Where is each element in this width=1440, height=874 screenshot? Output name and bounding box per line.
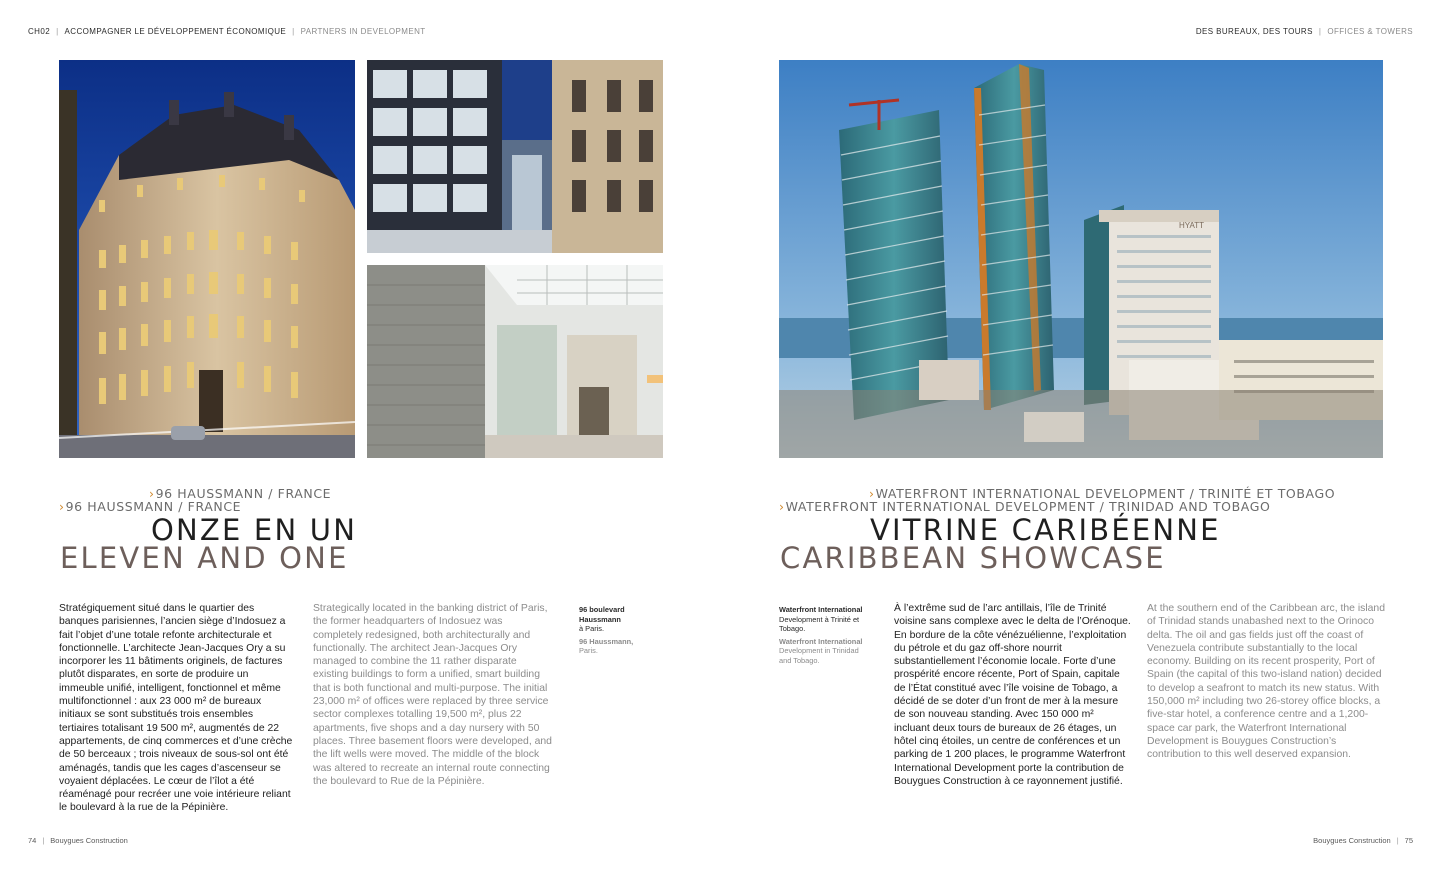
- arrow-icon: ›: [869, 486, 875, 501]
- chapter-subtitle: PARTNERS IN DEVELOPMENT: [300, 27, 426, 36]
- hyatt-sign: HYATT: [1179, 221, 1205, 230]
- location-en-right: ›WATERFRONT INTERNATIONAL DEVELOPMENT / TRINIDAD AND TOBAGO: [779, 499, 1271, 514]
- title-fr-left: ONZE EN UN: [151, 513, 358, 547]
- section-title: DES BUREAUX, DES TOURS: [1195, 27, 1313, 36]
- footer-left: 74 | Bouygues Construction: [28, 836, 128, 845]
- page-number-right: 75: [1404, 836, 1413, 845]
- location-fr-right: ›WATERFRONT INTERNATIONAL DEVELOPMENT / TRINITÉ ET TOBAGO: [869, 486, 1336, 501]
- chapter-code: CH02: [28, 27, 51, 36]
- photo-waterfront-towers: [779, 60, 1383, 458]
- page-number-left: 74: [28, 836, 37, 845]
- location-en-left: ›96 HAUSSMANN / FRANCE: [59, 499, 242, 514]
- section-subtitle: OFFICES & TOWERS: [1327, 27, 1413, 36]
- arrow-icon: ›: [149, 486, 155, 501]
- arrow-icon: ›: [779, 499, 785, 514]
- title-en-right: CARIBBEAN SHOWCASE: [780, 541, 1166, 575]
- body-en-right: At the southern end of the Caribbean arc, the island of Trinidad stands unabashed next to the Orinoco delta. The oil and gas fields just off the coast of Venezuela contribute substantially to the local economy. Building on its recent prosperity, Port of Spain (the capital of this two-island nation) decided to develop a seafront to match its new status. With 150,000 m² including two 26-storey office blocks, a five-star hotel, a conference centre and a 1,200-space car park, the Waterfront International Development is Bouygues Construction’s contribution to this well deserved expansion.: [1147, 603, 1385, 761]
- body-fr-right: À l’extrême sud de l’arc antillais, l’île de Trinité voisine sans complexe avec le delta de l’Orénoque. En bordure de la côte vénézuélienne, l’exploitation du pétrole et du gaz off-shore nourrit substantiellement l’économie locale. Forte d’une prospérité encore récente, Port of Spain, capitale de l’État constitué avec l’île voisine de Tobago, a décidé de se doter d’un front de mer à la mesure de son nouveau standing. Avec 150 000 m² incluant deux tours de bureaux de 26 étages, un hôtel cinq étoiles, un centre de conférences et un parking de 1 200 places, le programme Waterfront International Development porte la contribution de Bouygues Construction à ce rayonnement justifié.: [894, 603, 1131, 787]
- title-en-left: ELEVEN AND ONE: [60, 541, 349, 575]
- photo-glass-courtyard: [367, 60, 663, 253]
- caption-right: Waterfront International Development à Trinité et Tobago. Waterfront International Development in Trinidad and Tobago.: [779, 605, 863, 665]
- caption-left: 96 boulevard Haussmann à Paris. 96 Haussmann, Paris.: [579, 605, 634, 656]
- location-fr-left: ›96 HAUSSMANN / FRANCE: [149, 486, 332, 501]
- photo-haussmann-building: [59, 60, 355, 458]
- arrow-icon: ›: [59, 499, 65, 514]
- running-header-left: CH02 | ACCOMPAGNER LE DÉVELOPPEMENT ÉCONOMIQUE | PARTNERS IN DEVELOPMENT: [28, 27, 426, 36]
- photo-lobby-interior: [367, 265, 663, 458]
- footer-right: Bouygues Construction | 75: [1313, 836, 1413, 845]
- title-fr-right: VITRINE CARIBÉENNE: [870, 513, 1221, 547]
- chapter-title: ACCOMPAGNER LE DÉVELOPPEMENT ÉCONOMIQUE: [64, 27, 287, 36]
- body-en-left: Strategically located in the banking district of Paris, the former headquarters of Indosuez was completely redesigned, both architecturally and functionally. The architect Jean-Jacques Ory managed to combine the 11 rather disparate existing buildings to form a unified, smart building that is both functional and multi-purpose. The initial 23,000 m² of offices were replaced by three service sector complexes totalling 19,500 m², plus 22 apartments, five shops and a day nursery with 50 places. Three basement floors were developed, and the lift wells were moved. The middle of the block was altered to recreate an internal route connecting the boulevard to Rue de la Pépinière.: [313, 603, 552, 787]
- body-fr-left: Stratégiquement situé dans le quartier des banques parisiennes, l’ancien siège d’Indosuez a fait l’objet d’une totale refonte architecturale et fonctionnelle. L’architecte Jean-Jacques Ory a su incorporer les 11 bâtiments originels, de factures plutôt disparates, en sorte de produire un immeuble unifié, intelligent, fonctionnel et même multifonctionnel : aux 23 000 m² de bureaux initiaux se sont substitués trois ensembles tertiaires totalisant 19 500 m², augmentés de 22 appartements, de cinq commerces et d’une crèche de 50 berceaux ; trois niveaux de sous-sol ont été aménagés, tandis que les cages d’ascenseur se voyaient déplacées. Le cœur de l’îlot a été réaménagé pour recréer une voie intérieure reliant le boulevard à la rue de la Pépinière.: [59, 603, 293, 814]
- footer-brand-right: Bouygues Construction: [1313, 836, 1391, 845]
- running-header-right: DES BUREAUX, DES TOURS | OFFICES & TOWERS: [1195, 27, 1413, 36]
- footer-brand-left: Bouygues Construction: [50, 836, 128, 845]
